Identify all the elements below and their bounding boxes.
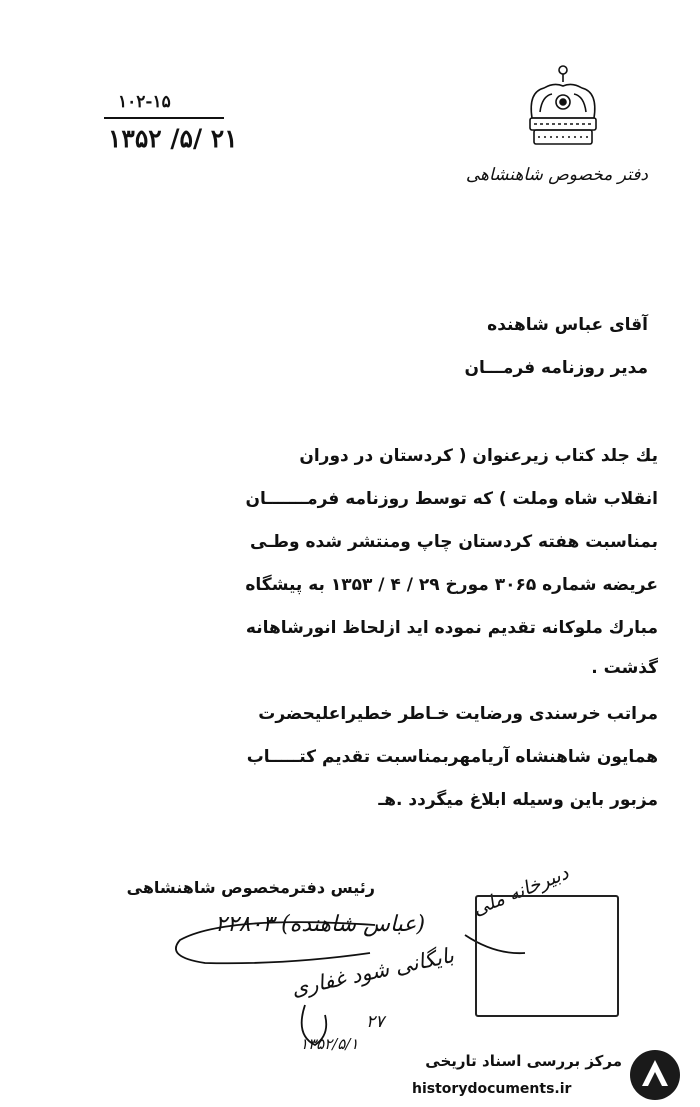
body-line: همایون شاهنشاه آریامهربمناسبت تقدیم كتـــــاب <box>246 747 658 767</box>
handwritten-note: ۲۷ <box>366 1012 385 1032</box>
body-line: عریضه شماره ۳۰۶۵ مورخ ۲۹ / ۴ / ۱۳۵۳ به پیشگاه <box>245 575 658 595</box>
reference-underline <box>104 117 224 119</box>
watermark-url: historydocuments.ir <box>412 1081 572 1097</box>
reference-number: ۱۰۲-۱۵ <box>118 92 171 112</box>
addressee-title: مدیر روزنامه فرمـــان <box>464 358 648 378</box>
body-line: یك جلد كتاب زیرعنوان ( كردستان در دوران <box>299 446 658 466</box>
body-line: مبارك ملوكانه تقدیم نموده اید ازلحاظ انورشاهانه <box>245 618 658 638</box>
handwritten-note: بایگانی شود غفاری <box>289 943 456 1001</box>
watermark-logo-icon <box>628 1048 682 1102</box>
handwritten-note: (عباس شاهنده) ۲۲۸۰۳ <box>215 912 426 937</box>
handwritten-note: ۱۳۵۲/۵/۱ <box>300 1035 359 1053</box>
body-line: گذشت . <box>591 658 658 678</box>
office-name: دفتر مخصوص شاهنشاهی <box>465 165 648 185</box>
stamp-box <box>475 895 619 1017</box>
crown-emblem <box>522 62 604 154</box>
handwritten-note: دبیرخانه ملی <box>469 861 572 921</box>
body-line: مزبور باین وسیله ابلاغ میگردد .هـ <box>378 790 658 810</box>
reference-date: ۱۳۵۲ /۵/ ۲۱ <box>108 124 238 153</box>
body-line: مراتب خرسندی ورضایت خـاطر خطیراعلیحضرت <box>258 704 658 724</box>
addressee-name: آقای عباس شاهنده <box>487 315 648 335</box>
body-line: انقلاب شاه وملت ) كه توسط روزنامه فرمـــــــان <box>245 489 658 509</box>
body-line: بمناسبت هفته كردستان چاپ ومنتشر شده وطـی <box>250 532 658 552</box>
signature-title: رئیس دفترمخصوص شاهنشاهی <box>126 878 375 897</box>
watermark-name: مرکز بررسی اسناد تاریخی <box>425 1052 622 1070</box>
